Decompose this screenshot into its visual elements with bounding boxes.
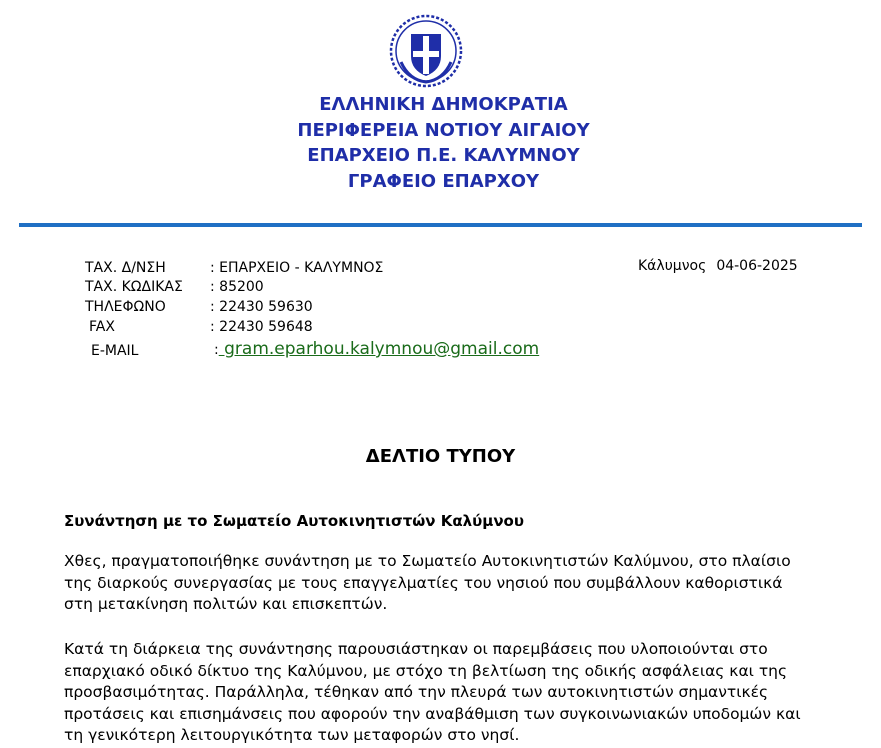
header-divider — [19, 223, 862, 227]
fax-value: : 22430 59648 — [210, 319, 313, 335]
phone-value: : 22430 59630 — [210, 299, 313, 315]
paragraph-2: Κατά τη διάρκεια της συνάντησης παρουσιάστηκαν οι παρεμβάσεις που υλοποιούνται στο επαρχιακό οδικό δίκτυο της Καλύμνου, με στόχο τη βελτίωση της οδικής ασφάλειας και της προσβασιμότητας. Παράλληλα, τέθηκαν από την πλευρά των αυτοκινητιστών σημαντικές προτάσεις και επισημάνσεις που αφορούν την αναβάθμιση των συγκοινωνιακών υποδομών και τη γενικότερη λειτουργικότητα των μεταφορών στο νησί. — [64, 640, 801, 744]
date-value: 04-06-2025 — [716, 258, 798, 274]
header-line-1: ΕΛΛΗΝΙΚΗ ΔΗΜΟΚΡΑΤΙΑ — [319, 94, 568, 115]
document-title: ΔΕΛΤΙΟ ΤΥΠΟΥ — [365, 446, 516, 467]
dateline — [638, 258, 808, 274]
header-line-4: ΓΡΑΦΕΙΟ ΕΠΑΡΧΟΥ — [347, 170, 540, 192]
document-subject: Συνάντηση με το Σωματείο Αυτοκινητιστών Καλύμνου — [64, 512, 524, 530]
greek-coat-of-arms-icon — [389, 14, 463, 88]
address-label: ΤΑΧ. Δ/ΝΣΗ — [85, 260, 166, 276]
email-label: E-MAIL — [91, 343, 139, 359]
paragraph-1: Χθες, πραγματοποιήθηκε συνάντηση με το Σωματείο Αυτοκινητιστών Καλύμνου, στο πλαίσιο της διαρκούς συνεργασίας με τους επαγγελματίες του νησιού που συμβάλλουν καθοριστικά στη μετακίνηση πολιτών και επισκεπτών. — [64, 552, 791, 613]
header-line-2: ΠΕΡΙΦΕΡΕΙΑ ΝΟΤΙΟΥ ΑΙΓΑΙΟΥ — [297, 119, 590, 141]
email-row — [214, 337, 539, 362]
postcode-value: : 85200 — [210, 279, 264, 295]
issuing-authority-header — [0, 92, 881, 194]
address-value: : ΕΠΑΡΧΕΙΟ - ΚΑΛΥΜΝΟΣ — [210, 260, 384, 276]
header-line-3: ΕΠΑΡΧΕΙΟ Π.Ε. ΚΑΛΥΜΝΟΥ — [307, 145, 580, 166]
email-prefix: : — [214, 342, 219, 358]
date-place: Κάλυμνος — [638, 258, 707, 274]
postcode-label: ΤΑΧ. ΚΩΔΙΚΑΣ — [85, 279, 183, 295]
email-link[interactable]: gram.eparhou.kalymnou@gmail.com — [218, 339, 540, 359]
fax-label: FAX — [89, 319, 115, 335]
phone-label: ΤΗΛΕΦΩΝΟ — [85, 299, 166, 315]
